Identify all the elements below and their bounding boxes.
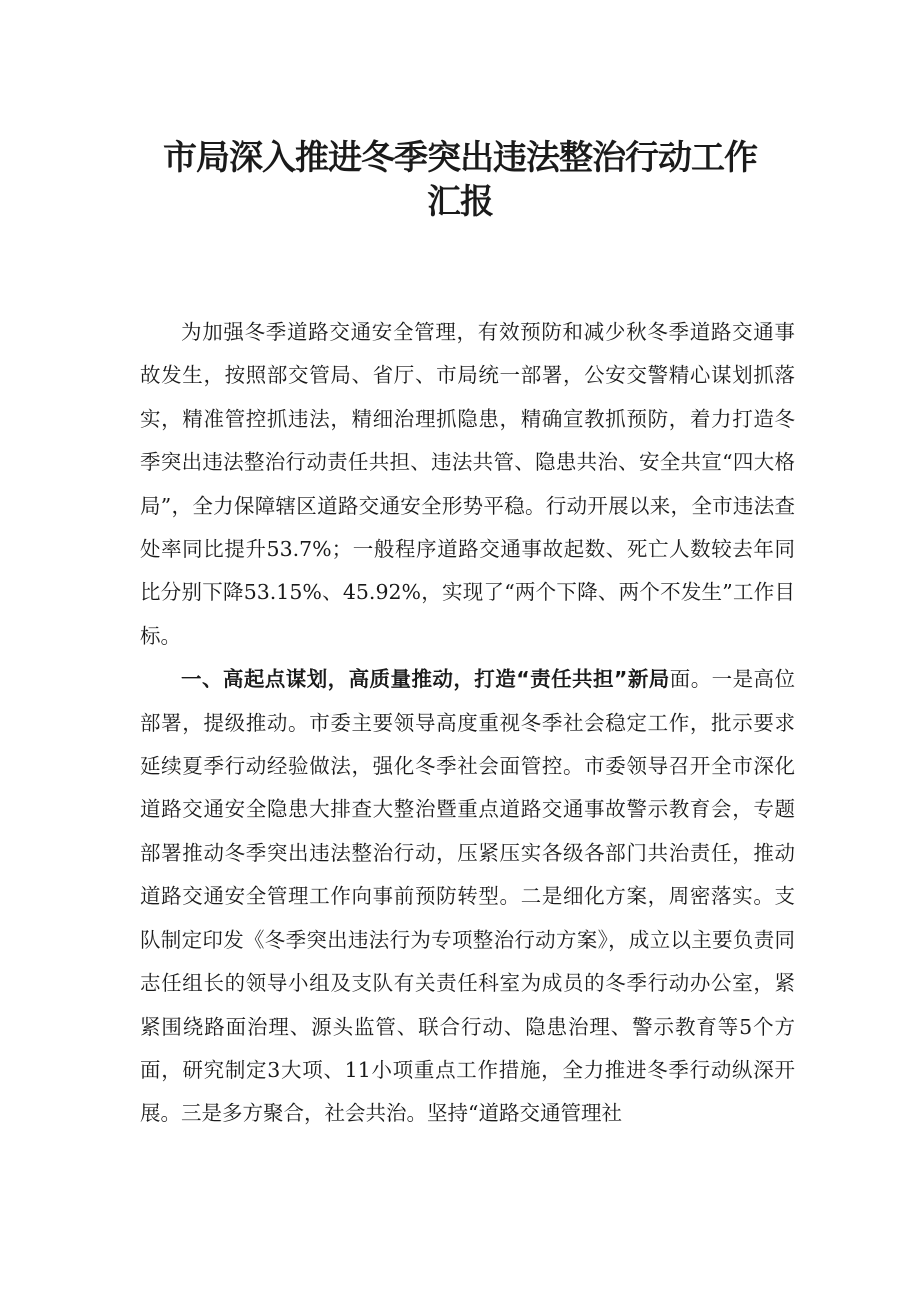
intro-paragraph: 为加强冬季道路交通安全管理，有效预防和减少秋冬季道路交通事故发生，按照部交管局、省厅、市局统一部署，公安交警精心谋划抓落实，精准管控抓违法，精细治理抓隐患，精确宣教抓预防，着力打造冬季突出违法整治行动责任共担、违法共管、隐患共治、安全共宣“四大格局”，全力保障辖区道路交通安全形势平稳。行动开展以来，全市违法查处率同比提升53.7%；一般程序道路交通事故起数、死亡人数较去年同比分别下降53.15%、45.92%，实现了“两个下降、两个不发生”工作目标。 [140, 320, 795, 648]
document-title-line-2: 汇报 [427, 182, 493, 222]
section-one-body: 一是高位部署，提级推动。市委主要领导高度重视冬季社会稳定工作，批示要求延续夏季行动经验做法，强化冬季社会面管控。市委领导召开全市深化道路交通安全隐患大排查大整治暨重点道路交通事故警示教育会，专题部署推动冬季突出违法整治行动，压紧压实各级各部门共治责任，推动道路交通安全管理工作向事前预防转型。二是细化方案，周密落实。支队制定印发《冬季突出违法行为专项整治行动方案》，成立以主要负责同志任组长的领导小组及支队有关责任科室为成员的冬季行动办公室，紧紧围绕路面治理、源头监管、联合行动、隐患治理、警示教育等5个方面，研究制定3大项、11小项重点工作措施，全力推进冬季行动纵深开展。三是多方聚合，社会共治。坚持“道路交通管理社 [140, 667, 796, 1126]
document-title-line-1: 市局深入推进冬季突出违法整治行动工作 [163, 138, 757, 178]
section-one-heading: 一、高起点谋划，高质量推动，打造“责任共担”新局 [181, 667, 670, 692]
document-body [140, 311, 795, 1136]
section-one-paragraph [140, 658, 795, 1135]
section-one-heading-tail: 面。 [669, 667, 712, 692]
